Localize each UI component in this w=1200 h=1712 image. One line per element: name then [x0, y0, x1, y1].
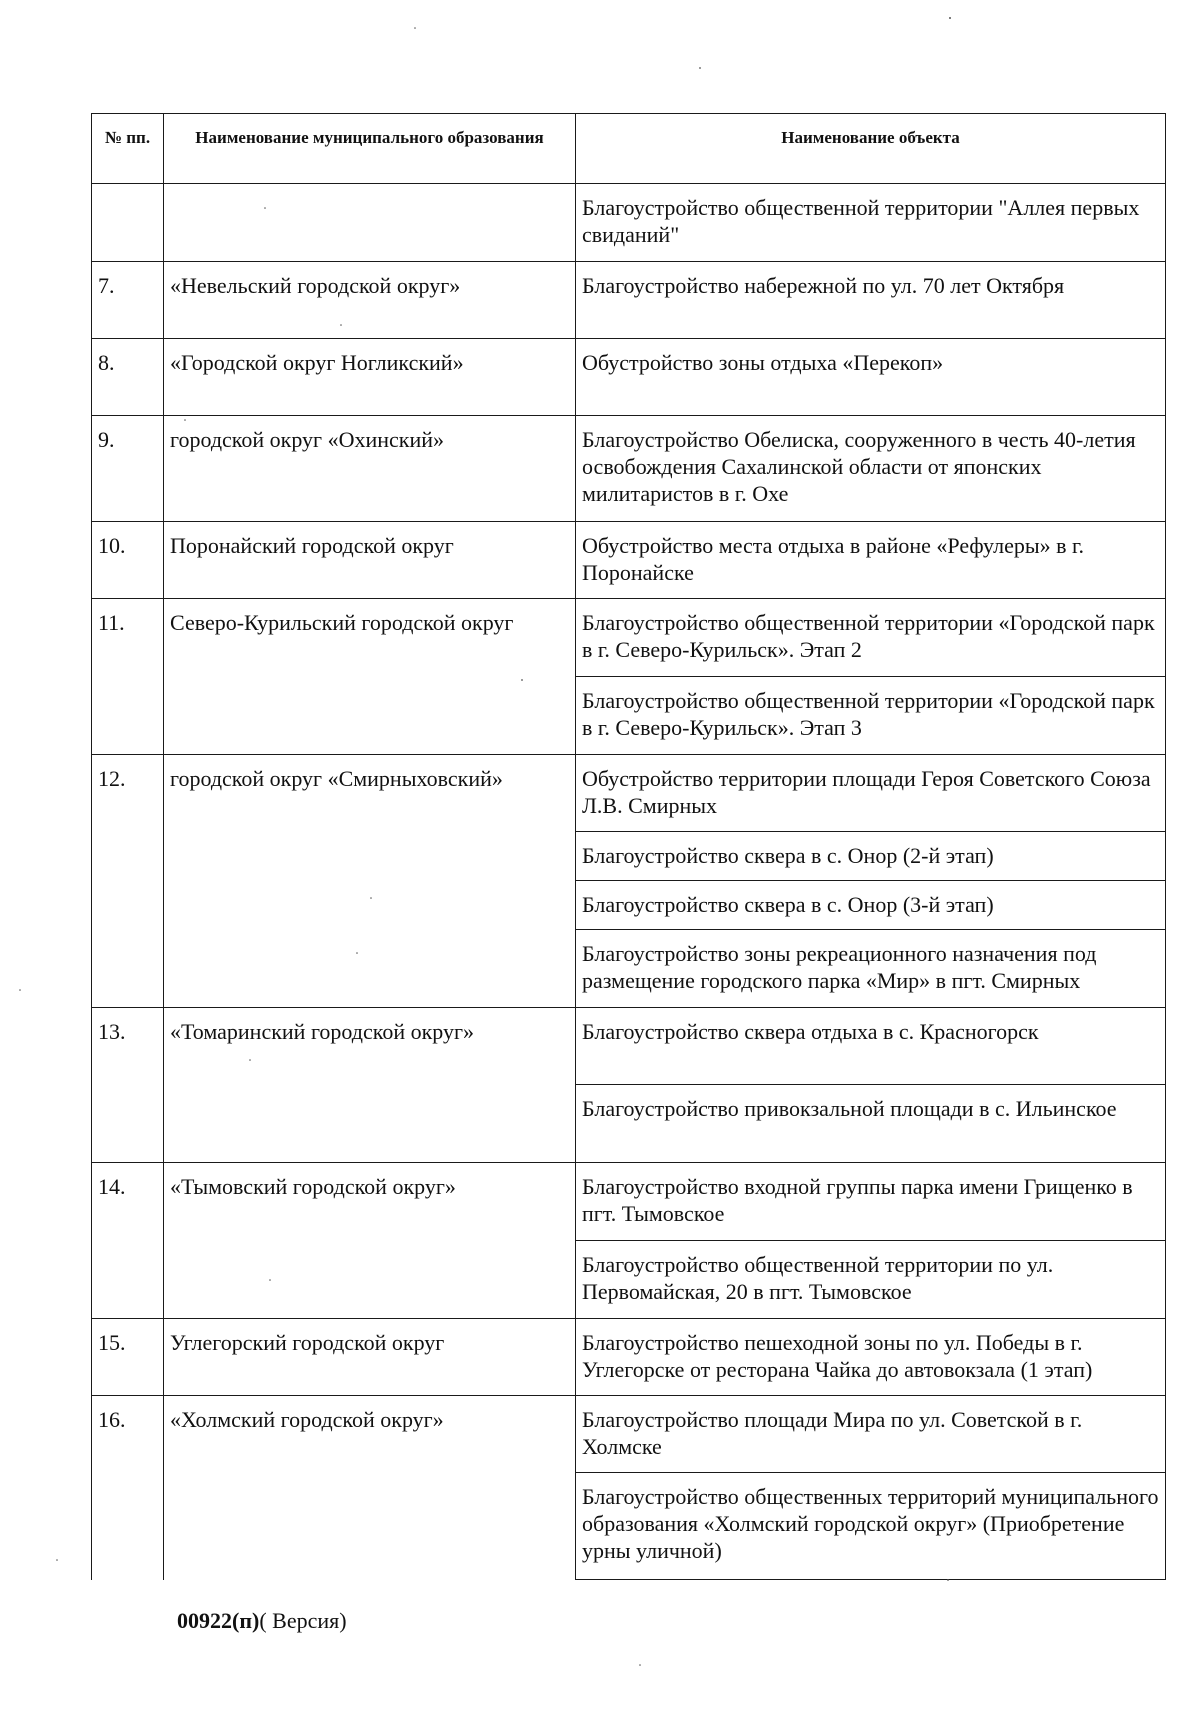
row-number: 7.: [92, 262, 164, 339]
municipality-name: [164, 184, 576, 262]
row-number: 10.: [92, 522, 164, 599]
row-number: 11.: [92, 599, 164, 755]
object-name: Благоустройство пешеходной зоны по ул. Победы в г. Углегорске от ресторана Чайка до автовокзала (1 этап): [576, 1319, 1166, 1396]
table-body: [92, 184, 1166, 1580]
object-name: Благоустройство общественной территории по ул. Первомайская, 20 в пгт. Тымовское: [576, 1241, 1166, 1319]
object-name: Благоустройство привокзальной площади в с. Ильинское: [576, 1085, 1166, 1163]
table-row: [92, 339, 1166, 416]
document-footer: [177, 1608, 347, 1634]
object-name: Обустройство территории площади Героя Советского Союза Л.В. Смирных: [576, 755, 1166, 832]
object-name: Благоустройство сквера в с. Онор (3-й этап): [576, 881, 1166, 930]
object-name: Благоустройство Обелиска, сооруженного в честь 40-летия освобождения Сахалинской области от японских милитаристов в г. Охе: [576, 416, 1166, 522]
object-name: Благоустройство площади Мира по ул. Советской в г. Холмске: [576, 1396, 1166, 1473]
table-row: [92, 1008, 1166, 1085]
municipality-name: городской округ «Смирныховский»: [164, 755, 576, 1008]
municipality-name: «Холмский городской округ»: [164, 1396, 576, 1580]
object-name: Благоустройство общественной территории «Городской парк в г. Северо-Курильск». Этап 3: [576, 677, 1166, 755]
municipality-name: «Тымовский городской округ»: [164, 1163, 576, 1319]
municipality-name: Поронайский городской округ: [164, 522, 576, 599]
object-name: Благоустройство общественной территории "Аллея первых свиданий": [576, 184, 1166, 262]
table-row: [92, 184, 1166, 262]
header-number: № пп.: [92, 114, 164, 184]
document-version: ( Версия): [259, 1608, 347, 1633]
table-row: [92, 1319, 1166, 1396]
row-number: 15.: [92, 1319, 164, 1396]
row-number: 12.: [92, 755, 164, 1008]
row-number: 13.: [92, 1008, 164, 1163]
table-row: [92, 1396, 1166, 1473]
objects-table: [91, 113, 1166, 1580]
object-name: Благоустройство общественных территорий муниципального образования «Холмский городской округ» (Приобретение урны уличной): [576, 1473, 1166, 1580]
table-row: [92, 262, 1166, 339]
header-municipality: Наименование муниципального образования: [164, 114, 576, 184]
municipality-name: «Городской округ Ногликский»: [164, 339, 576, 416]
row-number: [92, 184, 164, 262]
table-row: [92, 416, 1166, 522]
document-code: 00922(п): [177, 1608, 260, 1633]
object-name: Благоустройство сквера в с. Онор (2-й этап): [576, 832, 1166, 881]
row-number: 14.: [92, 1163, 164, 1319]
table-row: [92, 599, 1166, 677]
object-name: Благоустройство набережной по ул. 70 лет Октября: [576, 262, 1166, 339]
row-number: 8.: [92, 339, 164, 416]
object-name: Благоустройство общественной территории «Городской парк в г. Северо-Курильск». Этап 2: [576, 599, 1166, 677]
table-row: [92, 522, 1166, 599]
header-object: Наименование объекта: [576, 114, 1166, 184]
table-header-row: [92, 114, 1166, 184]
row-number: 16.: [92, 1396, 164, 1580]
object-name: Обустройство места отдыха в районе «Рефулеры» в г. Поронайске: [576, 522, 1166, 599]
municipality-name: «Томаринский городской округ»: [164, 1008, 576, 1163]
municipality-name: городской округ «Охинский»: [164, 416, 576, 522]
municipality-name: Углегорский городской округ: [164, 1319, 576, 1396]
object-name: Благоустройство входной группы парка имени Грищенко в пгт. Тымовское: [576, 1163, 1166, 1241]
object-name: Благоустройство сквера отдыха в с. Красногорск: [576, 1008, 1166, 1085]
municipality-name: Северо-Курильский городской округ: [164, 599, 576, 755]
municipality-name: «Невельский городской округ»: [164, 262, 576, 339]
object-name: Благоустройство зоны рекреационного назначения под размещение городского парка «Мир» в пгт. Смирных: [576, 930, 1166, 1008]
object-name: Обустройство зоны отдыха «Перекоп»: [576, 339, 1166, 416]
row-number: 9.: [92, 416, 164, 522]
table-row: [92, 755, 1166, 832]
table-row: [92, 1163, 1166, 1241]
